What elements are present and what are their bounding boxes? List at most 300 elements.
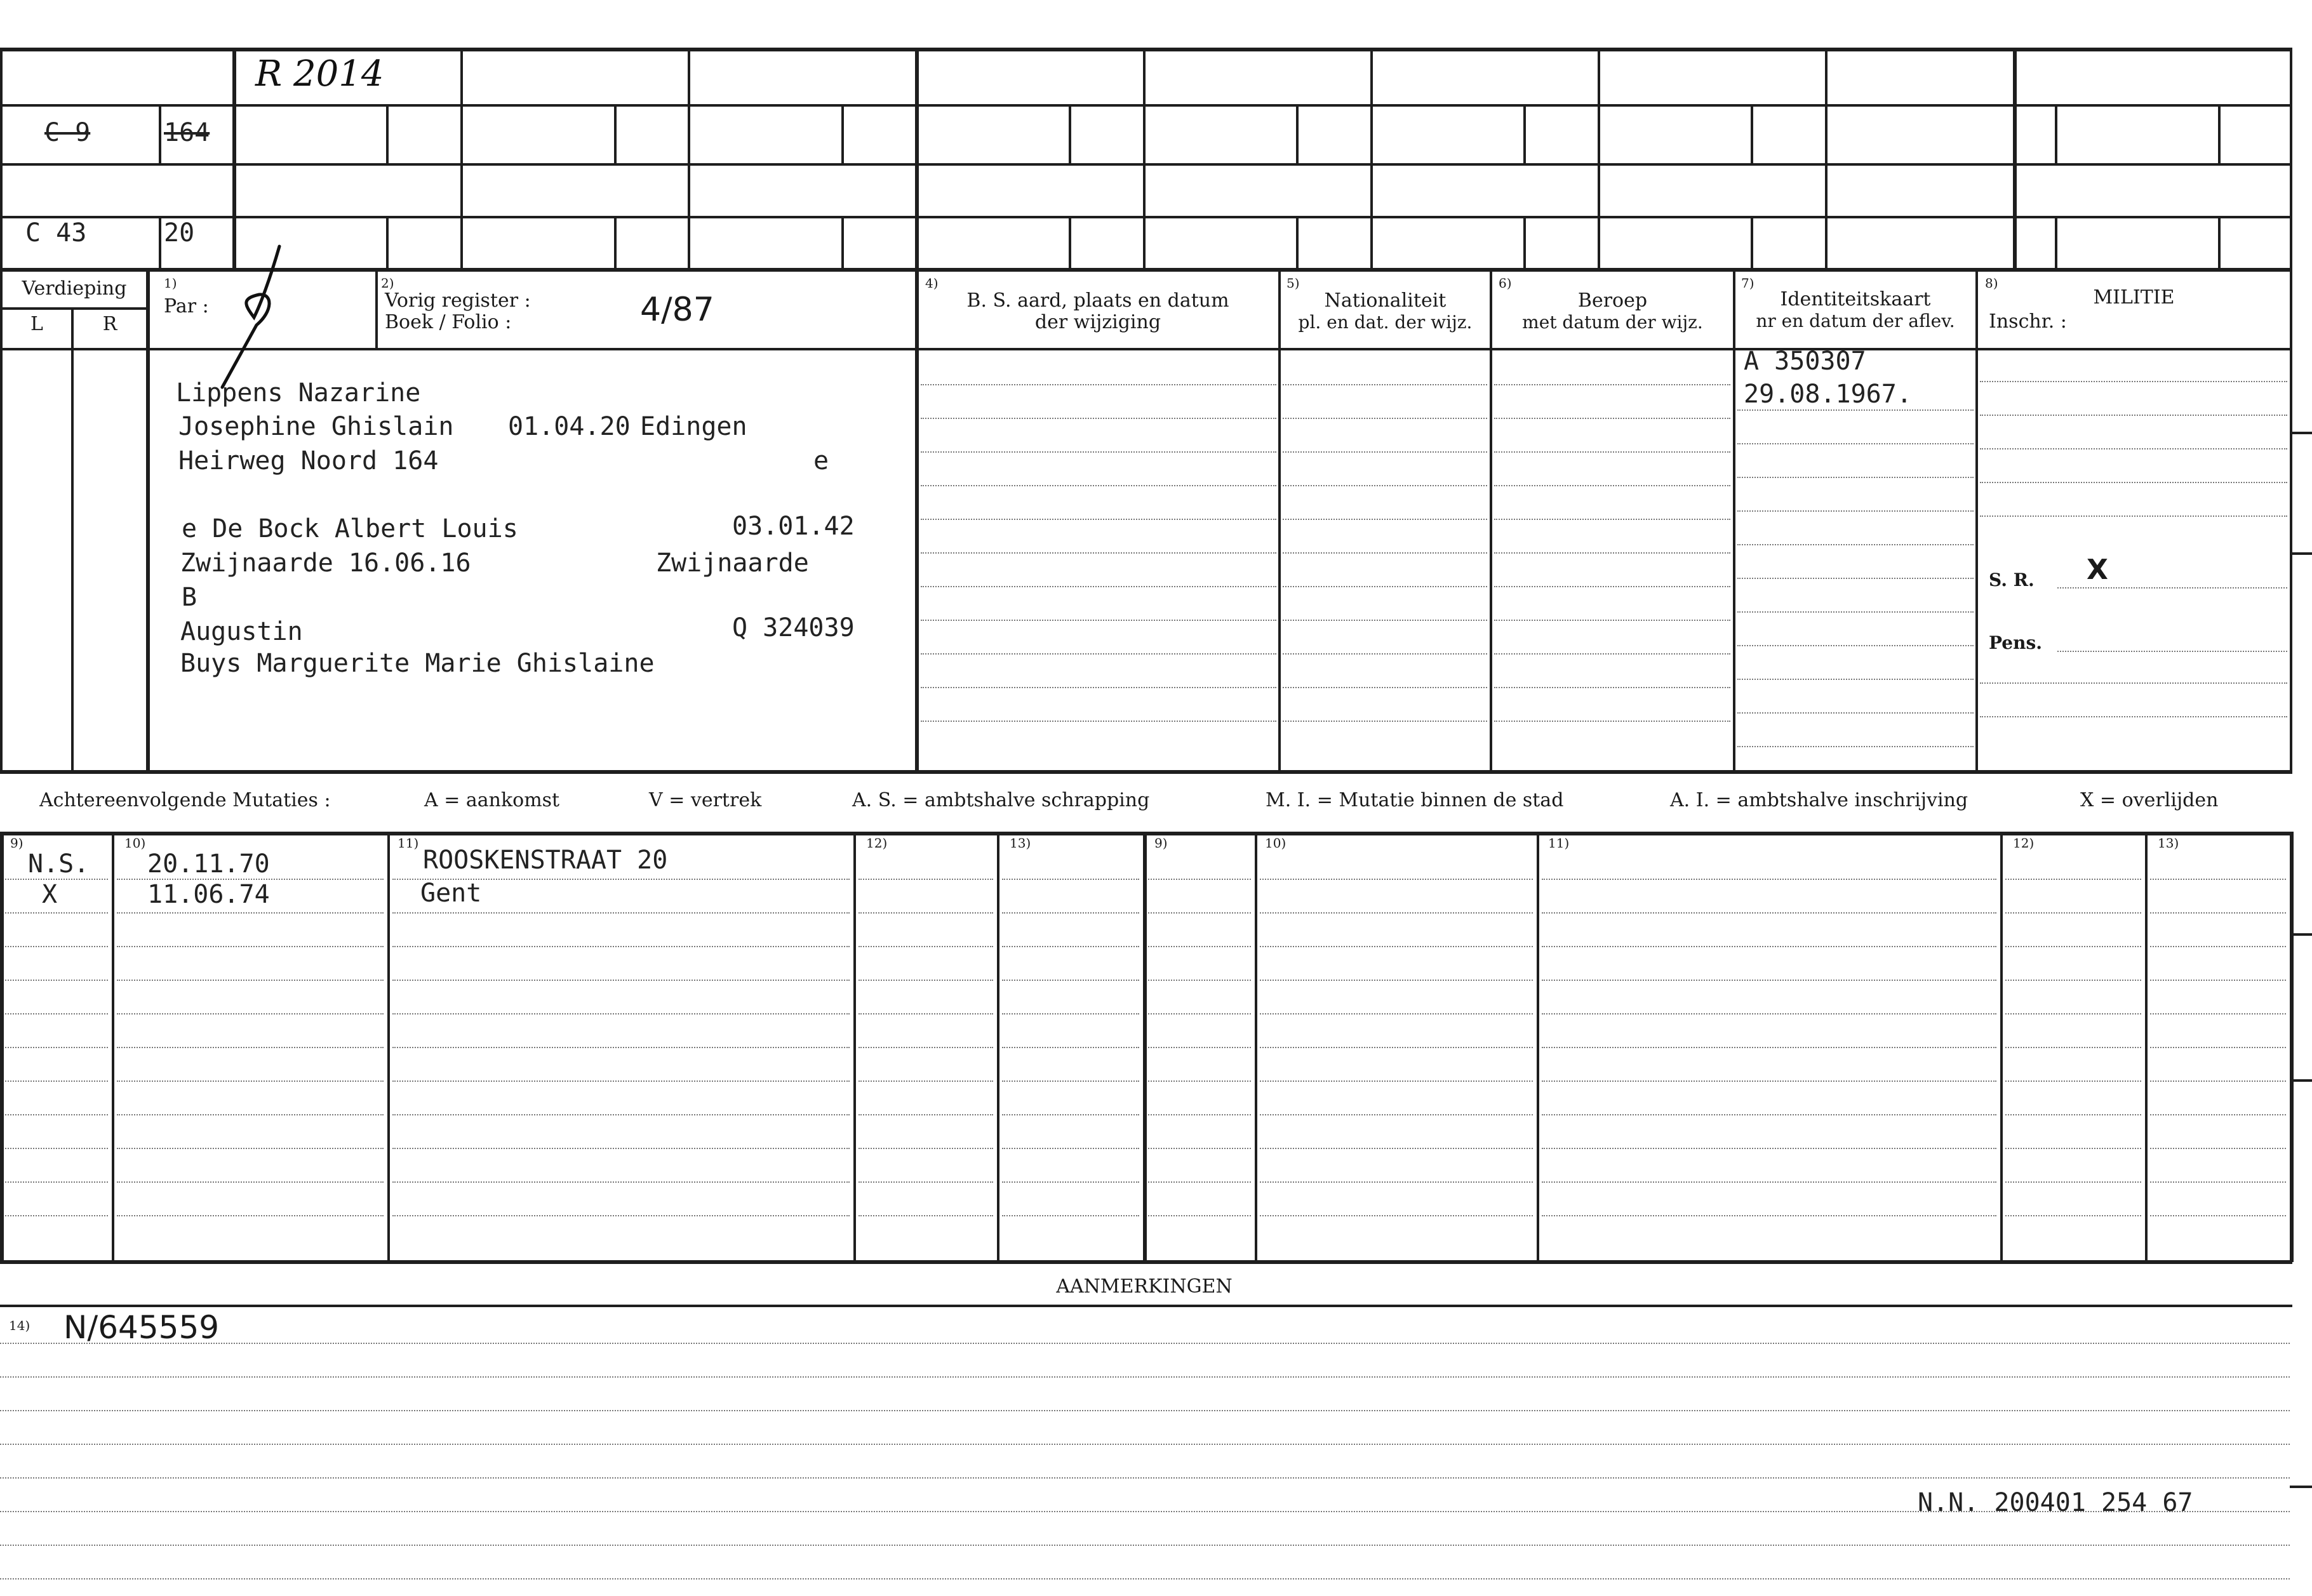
top-row2-left: C 43 — [25, 218, 87, 248]
ruled-line — [1260, 1081, 1533, 1082]
ruled-line — [1737, 443, 1974, 444]
grid-line — [71, 307, 74, 771]
ruled-line — [1002, 1181, 1139, 1183]
ruled-line — [1737, 645, 1974, 646]
ruled-line — [2150, 1047, 2286, 1048]
grid-line — [688, 48, 690, 270]
ruled-line — [2150, 879, 2286, 880]
e-mark: e — [813, 446, 829, 475]
ruled-line — [1494, 552, 1730, 554]
ruled-line — [1542, 1047, 1996, 1048]
ruled-line — [921, 653, 1276, 655]
ruled-line — [1283, 519, 1487, 520]
ruled-line — [2150, 946, 2286, 947]
ruled-line — [2005, 1114, 2141, 1115]
reference-code: Q 324039 — [732, 613, 855, 642]
grid-line — [1069, 104, 1071, 163]
legend-x: X = overlijden — [2080, 789, 2219, 811]
grid-line — [1523, 104, 1526, 163]
grid-line — [386, 216, 389, 268]
ruled-line — [392, 1181, 850, 1183]
mutation-address: ROOSKENSTRAAT 20 — [423, 846, 668, 875]
ruled-line — [1148, 1047, 1251, 1048]
ruled-line — [1542, 879, 1996, 880]
ruled-line — [2005, 1181, 2141, 1183]
mutation-code: N.S. — [28, 849, 90, 879]
grid-line — [841, 216, 844, 268]
ruled-line — [1148, 1148, 1251, 1149]
ruled-line — [392, 1215, 850, 1216]
ruled-line — [1283, 653, 1487, 655]
ruled-line — [117, 912, 384, 914]
ruled-line — [5, 980, 108, 981]
ruled-line — [1494, 721, 1730, 722]
ruled-line — [1494, 451, 1730, 453]
grid-line — [1370, 48, 1373, 270]
field-number: 5) — [1286, 276, 1300, 291]
ruled-line — [1283, 687, 1487, 688]
ruled-line — [1283, 620, 1487, 621]
person-given-names: Josephine Ghislain — [178, 412, 454, 441]
grid-line — [1598, 48, 1600, 270]
remarks-value: N/645559 — [63, 1309, 220, 1346]
column-line — [1143, 832, 1147, 1262]
grid-line — [0, 163, 2292, 166]
ruled-line — [5, 1215, 108, 1216]
birth-date: 01.04.20 — [508, 412, 631, 441]
mutation-header: 13) — [2158, 835, 2179, 851]
ruled-line — [2057, 587, 2287, 589]
ruled-line — [0, 1343, 2290, 1344]
ruled-line — [1148, 1181, 1251, 1183]
par-signature-mark — [210, 241, 298, 394]
grid-line — [2290, 270, 2292, 771]
ruled-line — [117, 1013, 384, 1014]
column-line — [2000, 832, 2003, 1262]
edge-tick — [2290, 1486, 2312, 1488]
ruled-line — [1737, 544, 1974, 545]
legend-ai: A. I. = ambtshalve inschrijving — [1670, 789, 1968, 811]
grid-line — [0, 216, 2292, 218]
mutation-header: 11) — [1548, 835, 1570, 851]
bs-label: B. S. aard, plaats en datum — [966, 289, 1229, 312]
grid-line — [1143, 48, 1146, 270]
ruled-line — [2005, 912, 2141, 914]
ruled-line — [5, 1047, 108, 1048]
edge-tick — [2290, 552, 2312, 555]
ruled-line — [1148, 1114, 1251, 1115]
ruled-line — [1542, 1215, 1996, 1216]
ruled-line — [2150, 912, 2286, 914]
grid-line — [159, 104, 161, 163]
ruled-line — [1494, 687, 1730, 688]
ruled-line — [1002, 879, 1139, 880]
mutation-header: 12) — [2013, 835, 2035, 851]
ruled-line — [1260, 1013, 1533, 1014]
ruled-line — [1002, 1081, 1139, 1082]
spouse-name: e De Bock Albert Louis — [182, 514, 518, 543]
militie-label: MILITIE — [2093, 286, 2175, 309]
ruled-line — [1283, 451, 1487, 453]
national-number: N.N. 200401 254 67 — [1918, 1488, 2193, 1517]
nationaliteit-label-2: pl. en dat. der wijz. — [1298, 312, 1473, 333]
ruled-line — [859, 1047, 993, 1048]
ruled-line — [2150, 980, 2286, 981]
ruled-line — [1283, 586, 1487, 587]
nationaliteit-label: Nationaliteit — [1324, 289, 1447, 312]
mutation-header: 11) — [398, 835, 419, 851]
ruled-line — [2150, 1181, 2286, 1183]
ruled-line — [1260, 912, 1533, 914]
vorig-register-label: Vorig register : — [385, 289, 531, 312]
ruled-line — [1542, 1114, 1996, 1115]
ruled-line — [117, 1181, 384, 1183]
ruled-line — [1494, 620, 1730, 621]
birth-place: Edingen — [640, 412, 747, 441]
ruled-line — [1737, 679, 1974, 680]
ruled-line — [1260, 879, 1533, 880]
grid-line — [841, 104, 844, 163]
grid-line — [1296, 104, 1299, 163]
person-address: Heirweg Noord 164 — [178, 446, 439, 475]
legend-title: Achtereenvolgende Mutaties : — [39, 789, 331, 811]
id-card-date: 29.08.1967. — [1744, 380, 1912, 409]
ruled-line — [1542, 1013, 1996, 1014]
ruled-line — [1980, 381, 2287, 382]
ruled-line — [1737, 409, 1974, 411]
ruled-line — [921, 552, 1276, 554]
sr-label: S. R. — [1989, 569, 2035, 590]
mutation-header: 13) — [1010, 835, 1031, 851]
mutation-address: Gent — [420, 879, 482, 908]
ruled-line — [2005, 1081, 2141, 1082]
grid-line — [614, 104, 617, 163]
mutation-header: 12) — [866, 835, 888, 851]
ruled-line — [1737, 578, 1974, 579]
ruled-line — [392, 1114, 850, 1115]
edge-tick — [2290, 933, 2312, 936]
ruled-line — [1002, 1114, 1139, 1115]
ruled-line — [921, 620, 1276, 621]
ruled-line — [2005, 1013, 2141, 1014]
ruled-line — [1542, 1081, 1996, 1082]
column-line — [387, 832, 390, 1262]
ruled-line — [1980, 682, 2287, 684]
column-line — [853, 832, 856, 1262]
mutation-code: X — [42, 880, 58, 909]
grid-line — [614, 216, 617, 268]
ruled-line — [117, 1114, 384, 1115]
grid-line — [1733, 270, 1735, 771]
grid-line — [0, 268, 2292, 272]
ruled-line — [859, 1181, 993, 1183]
ruled-line — [392, 1047, 850, 1048]
ruled-line — [0, 1578, 2290, 1579]
ruled-line — [1737, 510, 1974, 512]
grid-line — [1825, 48, 1828, 270]
ruled-line — [1283, 552, 1487, 554]
ruled-line — [1542, 1148, 1996, 1149]
ruled-line — [2150, 1081, 2286, 1082]
grid-line — [915, 270, 919, 771]
ruled-line — [1148, 912, 1251, 914]
column-line — [1255, 832, 1257, 1262]
field-number: 2) — [381, 276, 394, 291]
ruled-line — [859, 946, 993, 947]
ruled-line — [1002, 1215, 1139, 1216]
field-number: 14) — [9, 1318, 30, 1333]
grid-line — [146, 270, 150, 771]
ruled-line — [1980, 515, 2287, 517]
inschr-label: Inschr. : — [1989, 310, 2067, 333]
ruled-line — [1002, 1047, 1139, 1048]
grid-line — [375, 270, 378, 348]
ruled-line — [1980, 716, 2287, 717]
ruled-line — [1148, 1215, 1251, 1216]
ruled-line — [1148, 1013, 1251, 1014]
grid-line — [386, 104, 389, 163]
column-line — [2290, 832, 2294, 1262]
ruled-line — [0, 1444, 2290, 1445]
ruled-line — [2005, 1215, 2141, 1216]
ruled-line — [921, 418, 1276, 419]
identiteitskaart-label: Identiteitskaart — [1780, 288, 1931, 310]
field-number: 1) — [164, 276, 177, 291]
grid-line — [0, 270, 3, 771]
mutation-date: 20.11.70 — [147, 849, 270, 879]
ruled-line — [1148, 1081, 1251, 1082]
grid-line — [1523, 216, 1526, 268]
marriage-date: 03.01.42 — [732, 512, 855, 541]
sr-value: X — [2087, 554, 2108, 586]
edge-tick — [2290, 432, 2312, 434]
ruled-line — [921, 384, 1276, 385]
ruled-line — [0, 1545, 2290, 1546]
legend-v: V = vertrek — [649, 789, 762, 811]
ruled-line — [5, 1013, 108, 1014]
grid-line — [1278, 270, 1281, 771]
mutation-header: 10) — [124, 835, 146, 851]
boek-folio-label: Boek / Folio : — [385, 311, 512, 333]
column-line — [112, 832, 114, 1262]
ruled-line — [1148, 980, 1251, 981]
ruled-line — [859, 1013, 993, 1014]
ruled-line — [1283, 384, 1487, 385]
identiteitskaart-label-2: nr en datum der aflev. — [1756, 310, 1955, 331]
pens-label: Pens. — [1989, 632, 2042, 653]
ruled-line — [859, 1148, 993, 1149]
grid-line — [0, 104, 2292, 107]
field-number: 7) — [1741, 276, 1754, 291]
id-card-number: A 350307 — [1744, 347, 1866, 376]
grid-line — [1975, 270, 1978, 771]
beroep-label: Beroep — [1577, 289, 1648, 312]
l-label: L — [30, 313, 43, 335]
ruled-line — [1260, 1047, 1533, 1048]
ruled-line — [1002, 1148, 1139, 1149]
ruled-line — [2005, 980, 2141, 981]
ruled-line — [5, 946, 108, 947]
ruled-line — [921, 687, 1276, 688]
remarks-title: AANMERKINGEN — [1056, 1275, 1233, 1298]
field-number: 6) — [1499, 276, 1512, 291]
column-line — [997, 832, 999, 1262]
ruled-line — [2005, 879, 2141, 880]
ruled-line — [1260, 946, 1533, 947]
ruled-line — [5, 1081, 108, 1082]
column-line — [0, 832, 4, 1262]
grid-line — [1296, 216, 1299, 268]
ruled-line — [392, 1013, 850, 1014]
ruled-line — [859, 912, 993, 914]
ruled-line — [1737, 477, 1974, 478]
spouse-b-mark: B — [182, 583, 197, 612]
ruled-line — [117, 1047, 384, 1048]
ruled-line — [2005, 1148, 2141, 1149]
ruled-line — [1260, 1148, 1533, 1149]
ruled-line — [921, 519, 1276, 520]
ruled-line — [392, 946, 850, 947]
folio-value: 4/87 — [640, 291, 714, 329]
ruled-line — [0, 1376, 2290, 1378]
grid-line — [2218, 216, 2221, 268]
ruled-line — [859, 980, 993, 981]
beroep-label-2: met datum der wijz. — [1522, 312, 1703, 333]
r-label: R — [102, 313, 117, 335]
ruled-line — [859, 1215, 993, 1216]
ruled-line — [1260, 1114, 1533, 1115]
ruled-line — [2005, 1047, 2141, 1048]
ruled-line — [5, 1148, 108, 1149]
ruled-line — [1737, 712, 1974, 714]
ruled-line — [1494, 653, 1730, 655]
ruled-line — [5, 1114, 108, 1115]
grid-line — [0, 1305, 2292, 1307]
ruled-line — [1542, 946, 1996, 947]
ruled-line — [2005, 946, 2141, 947]
grid-line — [0, 48, 3, 270]
ruled-line — [1542, 1181, 1996, 1183]
ruled-line — [1494, 485, 1730, 486]
ruled-line — [1148, 946, 1251, 947]
ruled-line — [2150, 1148, 2286, 1149]
mutation-header: 9) — [1154, 835, 1168, 851]
ruled-line — [1494, 384, 1730, 385]
details-bottom-line — [0, 770, 2292, 774]
mutation-date: 11.06.74 — [147, 880, 270, 909]
ruled-line — [1002, 980, 1139, 981]
ruled-line — [117, 980, 384, 981]
ruled-line — [1737, 746, 1974, 747]
par-label: Par : — [164, 295, 209, 317]
ruled-line — [921, 721, 1276, 722]
grid-line — [460, 48, 463, 270]
legend-a: A = aankomst — [424, 789, 560, 811]
ruled-line — [1980, 448, 2287, 449]
ruled-line — [921, 485, 1276, 486]
ruled-line — [1148, 879, 1251, 880]
bs-label-2: der wijziging — [1034, 311, 1161, 333]
grid-line — [1069, 216, 1071, 268]
ruled-line — [5, 1181, 108, 1183]
top-row1-right: 164 — [164, 118, 210, 147]
top-row2-right: 20 — [164, 218, 195, 248]
person-name: Lippens Nazarine — [176, 378, 421, 408]
mutation-header: 9) — [10, 835, 23, 851]
ruled-line — [117, 946, 384, 947]
ruled-line — [1542, 980, 1996, 981]
ruled-line — [1283, 485, 1487, 486]
ruled-line — [859, 879, 993, 880]
legend-as: A. S. = ambtshalve schrapping — [852, 789, 1150, 811]
ruled-line — [2150, 1114, 2286, 1115]
ruled-line — [1002, 1013, 1139, 1014]
field-number: 8) — [1985, 276, 1998, 291]
ruled-line — [1980, 415, 2287, 416]
verdieping-label: Verdieping — [22, 277, 127, 300]
ruled-line — [1260, 1215, 1533, 1216]
ruled-line — [117, 1148, 384, 1149]
spouse-birth: Zwijnaarde 16.06.16 — [180, 549, 471, 578]
grid-line — [2013, 48, 2017, 270]
ruled-line — [5, 912, 108, 914]
top-row1-left: C 9 — [44, 118, 91, 147]
ruled-line — [392, 1081, 850, 1082]
ruled-line — [2150, 1215, 2286, 1216]
ruled-line — [1494, 519, 1730, 520]
ruled-line — [1980, 482, 2287, 483]
ruled-line — [392, 980, 850, 981]
ruled-line — [1494, 418, 1730, 419]
grid-line — [1751, 216, 1753, 268]
grid-line — [159, 216, 161, 268]
ruled-line — [1283, 721, 1487, 722]
ruled-line — [1494, 586, 1730, 587]
column-line — [2145, 832, 2148, 1262]
father-name: Augustin — [180, 617, 303, 646]
grid-line — [915, 48, 919, 270]
grid-line — [0, 48, 2292, 51]
ruled-line — [392, 1148, 850, 1149]
field-number: 4) — [925, 276, 939, 291]
ruled-line — [117, 1081, 384, 1082]
column-line — [1537, 832, 1539, 1262]
ruled-line — [1002, 912, 1139, 914]
grid-line — [2055, 216, 2057, 268]
mutation-header: 10) — [1265, 835, 1286, 851]
ruled-line — [0, 1477, 2290, 1479]
edge-tick — [2290, 1079, 2312, 1082]
ruled-line — [1283, 418, 1487, 419]
grid-line — [1751, 104, 1753, 163]
grid-line — [1490, 270, 1492, 771]
handwritten-ref: R 2014 — [255, 53, 384, 95]
ruled-line — [0, 1410, 2290, 1411]
grid-line — [2218, 104, 2221, 163]
ruled-line — [392, 912, 850, 914]
ruled-line — [921, 451, 1276, 453]
ruled-line — [117, 1215, 384, 1216]
grid-line — [2055, 104, 2057, 163]
ruled-line — [1542, 912, 1996, 914]
legend-mi: M. I. = Mutatie binnen de stad — [1266, 789, 1564, 811]
ruled-line — [1002, 946, 1139, 947]
ruled-line — [859, 1114, 993, 1115]
ruled-line — [1737, 611, 1974, 613]
ruled-line — [1260, 980, 1533, 981]
ruled-line — [2057, 651, 2287, 652]
ruled-line — [1260, 1181, 1533, 1183]
